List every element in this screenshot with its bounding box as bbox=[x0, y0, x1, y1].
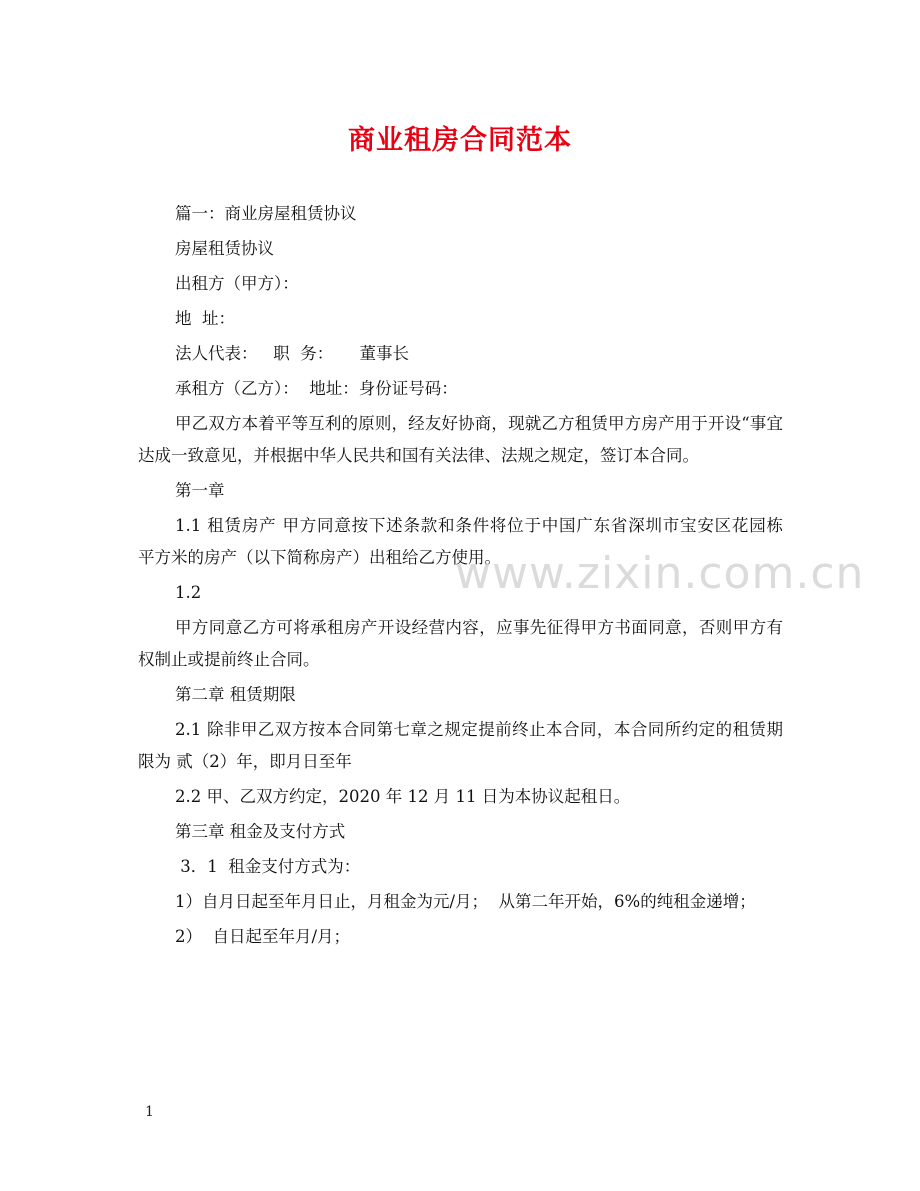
paragraph: 房屋租赁协议 bbox=[175, 239, 274, 258]
paragraph: 地 址： bbox=[175, 309, 235, 328]
paragraph: 2） 自日起至年月/月； bbox=[175, 927, 351, 946]
document-title: 商业租房合同范本 bbox=[348, 125, 572, 156]
chapter-heading: 第二章 租赁期限 bbox=[175, 685, 296, 704]
paragraph: 承租方（乙方）： 地址：身份证号码： bbox=[175, 379, 458, 398]
paragraph: 1.2 bbox=[175, 583, 202, 602]
document-body bbox=[138, 198, 799, 956]
page-number: 1 bbox=[145, 1104, 154, 1120]
paragraph: 篇一：商业房屋租赁协议 bbox=[175, 204, 357, 223]
paragraph: 1）自月日起至年月日止，月租金为元/月； 从第二年开始，6%的纯租金递增； bbox=[175, 892, 756, 911]
paragraph: 甲方同意乙方可将承租房产开设经营内容，应事先征得甲方书面同意，否则甲方有权制止或提前终止合同。 bbox=[138, 618, 783, 669]
chapter-heading: 第一章 bbox=[175, 481, 225, 500]
paragraph: 3．1 租金支付方式为： bbox=[175, 857, 361, 876]
chapter-heading: 第三章 租金及支付方式 bbox=[175, 822, 346, 841]
paragraph: 2.1 除非甲乙双方按本合同第七章之规定提前终止本合同，本合同所约定的租赁期限为 贰（2）年，即月日至年 bbox=[138, 720, 783, 771]
paragraph: 1.1 租赁房产 甲方同意按下述条款和条件将位于中国广东省深圳市宝安区花园栋 平方米的房产（以下简称房产）出租给乙方使用。 bbox=[138, 516, 799, 567]
paragraph: 甲乙双方本着平等互利的原则，经友好协商，现就乙方租赁甲方房产用于开设“事宜达成一致意见，并根据中华人民共和国有关法律、法规之规定，签订本合同。 bbox=[138, 414, 783, 465]
watermark: www.zixin.com.cn bbox=[455, 548, 865, 599]
paragraph: 法人代表： 职 务： 董事长 bbox=[175, 344, 409, 363]
paragraph: 2.2 甲、乙双方约定，2020 年 12 月 11 日为本协议起租日。 bbox=[175, 787, 631, 806]
paragraph: 出租方（甲方）： bbox=[175, 274, 299, 293]
